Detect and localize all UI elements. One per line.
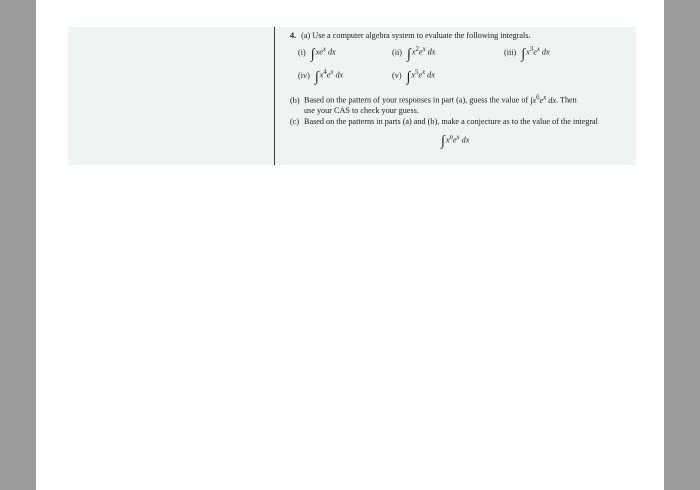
integral-iii [504, 45, 550, 60]
integral-sign: ∫ [530, 95, 533, 105]
part-b-text-2: . Then [556, 95, 577, 105]
integral-i-integrand: xe [315, 47, 323, 57]
integral-sign: ∫ [407, 46, 411, 62]
part-b [290, 93, 630, 116]
integral-v-pow: 5 [415, 69, 419, 76]
part-a-text: Use a computer algebra system to evaluate the following integrals. [312, 31, 531, 40]
integral-iii-label: (iii) [504, 47, 517, 57]
problem-content [290, 31, 630, 151]
part-b-integral [530, 96, 556, 105]
final-integral-row [290, 133, 630, 151]
part-b-label: (b) [290, 95, 300, 105]
integral-sign: ∫ [314, 69, 319, 85]
final-e: e [452, 135, 457, 145]
integral-iv-dx: dx [335, 70, 344, 80]
problem-number: 4. [290, 31, 297, 40]
part-b-exp: x [543, 94, 547, 101]
integral-ii [392, 45, 435, 60]
integral-sign: ∫ [310, 46, 315, 62]
integral-iii-x: x [526, 47, 530, 57]
integral-ii-x: x [411, 47, 416, 57]
page [36, 0, 664, 490]
integral-sign: ∫ [521, 46, 526, 62]
integral-i-label: (i) [298, 47, 306, 57]
integral-iii-e: e [533, 47, 537, 57]
integral-sign: ∫ [406, 69, 411, 85]
integral-i [298, 45, 336, 60]
integral-v-dx: dx [427, 70, 435, 80]
integral-iv-label: (iv) [298, 70, 310, 80]
integral-v [392, 68, 435, 83]
integral-ii-label: (ii) [392, 47, 403, 57]
integral-i-dx: dx [327, 47, 336, 57]
integral-v-label: (v) [392, 70, 402, 80]
part-a-label: (a) [301, 31, 311, 40]
integral-iii-exp: x [536, 46, 540, 53]
final-pow: n [449, 133, 453, 141]
integral-iv-e: e [326, 70, 331, 80]
integral-iii-pow: 3 [529, 46, 534, 53]
part-c-label: (c) [290, 116, 300, 126]
integral-iv-pow: 4 [323, 69, 327, 76]
part-b-dx: dx [548, 95, 556, 105]
part-c [290, 117, 622, 127]
integral-iv [298, 68, 343, 83]
integral-ii-pow: 2 [415, 46, 419, 53]
final-x: x [445, 135, 450, 145]
part-b-x: x [532, 95, 537, 105]
integral-v-x: x [411, 70, 416, 80]
part-c-text: Based on the patterns in parts (a) and (b), make a conjecture as to the value of the integral [304, 116, 598, 126]
integral-ii-exp: x [422, 46, 426, 53]
integral-iii-dx: dx [541, 47, 550, 57]
integral-ii-dx: dx [427, 47, 436, 57]
integral-v-e: e [418, 70, 423, 80]
final-integral [441, 133, 469, 148]
part-b-text-3: use your CAS to check your guess. [304, 105, 419, 115]
final-exp: x [456, 133, 460, 141]
part-b-e: e [539, 95, 544, 105]
integral-sign: ∫ [441, 134, 445, 150]
integral-iv-x: x [319, 70, 324, 80]
integral-v-exp: x [422, 69, 426, 76]
integral-ii-e: e [418, 47, 423, 57]
final-dx: dx [461, 135, 470, 145]
part-a-heading [290, 31, 630, 42]
integral-row-1 [290, 45, 630, 62]
integral-iv-exp: x [330, 69, 334, 76]
problem-panel [68, 27, 636, 165]
integral-row-2 [290, 68, 630, 85]
margin-rule [274, 27, 275, 165]
part-b-text-1: Based on the pattern of your responses in part (a), guess the value of [304, 95, 529, 105]
integral-i-exp: x [322, 46, 326, 53]
part-b-pow: 6 [536, 94, 540, 101]
